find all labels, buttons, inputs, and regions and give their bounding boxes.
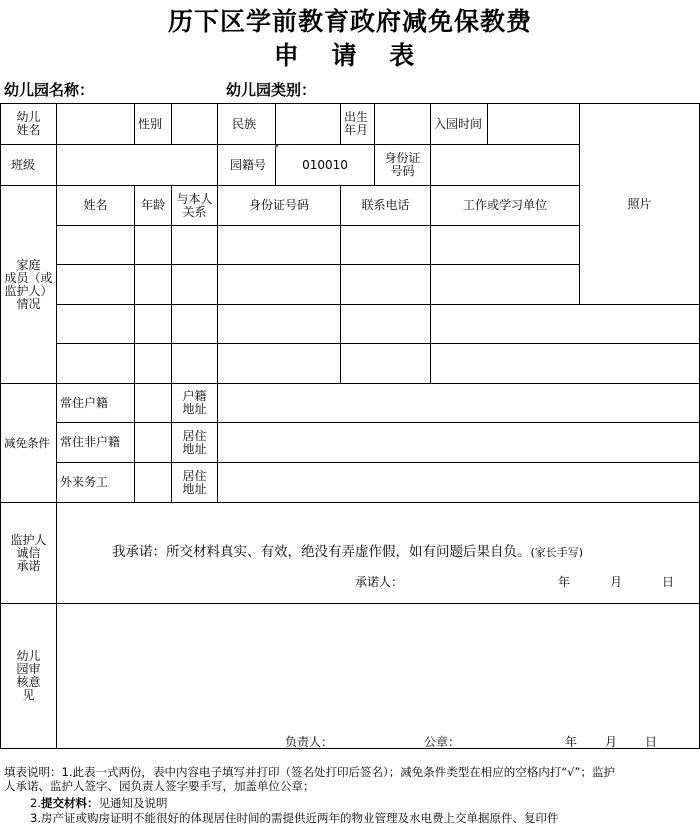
form-title: 历下区学前教育政府减免保教费 <box>167 7 532 36</box>
promise-statement: 我承诺：所交材料真实、有效，绝没有弄虚作假，如有问题后果自负。 <box>112 544 531 560</box>
responsible-label: 负责人： <box>285 735 334 749</box>
family-section-label: 家庭 成员（或 监护人） 情况 <box>4 257 53 311</box>
guardian-month-label: 月 <box>610 575 623 589</box>
family-header-phone: 联系电话 <box>361 198 410 212</box>
family-header-relation: 与本人 关系 <box>176 191 213 219</box>
note-line-1: 填表说明：1.此表一式两份，表中内容电子填写并打印（签名处打印后签名）；减免条件类型在相应的空格内打“√”；监护 <box>4 765 615 779</box>
class-field[interactable] <box>57 145 217 185</box>
family-header-age: 年龄 <box>140 198 165 212</box>
guardian-day-label: 日 <box>662 575 675 589</box>
school-no-value[interactable]: 010010 <box>302 157 348 172</box>
kindergarten-name-label: 幼儿园名称： <box>4 81 95 99</box>
class-label: 班级 <box>11 157 36 172</box>
guardian-promise-text <box>112 540 583 560</box>
id-label: 身份证 号码 <box>384 151 421 178</box>
child-name-field[interactable] <box>57 104 134 144</box>
id-field[interactable] <box>431 145 579 185</box>
family-header-name: 姓名 <box>83 198 108 212</box>
reduction-addr-field-resident[interactable] <box>218 384 699 422</box>
family-header-work: 工作或学习单位 <box>462 198 547 212</box>
guardian-section-label: 监护人 诚信 承诺 <box>10 532 47 573</box>
reduction-addr-label-resident: 户籍 地址 <box>182 389 207 416</box>
review-month-label: 月 <box>605 735 618 749</box>
note-3-bold: 提交材料： <box>40 796 99 810</box>
reduction-addr-label-nonresident: 居住 地址 <box>182 428 207 456</box>
note-3-rest: 见通知及说明 <box>98 796 168 810</box>
note-line-3 <box>30 796 630 810</box>
birth-label: 出生 年月 <box>344 110 369 137</box>
enroll-field[interactable] <box>488 104 579 144</box>
review-field[interactable] <box>57 604 699 748</box>
reduction-type-nonresident: 常住非户籍 <box>60 435 121 449</box>
reduction-check-nonresident[interactable] <box>135 423 171 462</box>
family-row-4[interactable] <box>57 344 699 383</box>
reduction-type-resident: 常住户籍 <box>60 395 109 410</box>
seal-label: 公章： <box>424 735 461 749</box>
guardian-year-label: 年 <box>558 575 571 589</box>
handwrite-note: (家长手写) <box>530 546 584 559</box>
reduction-check-resident[interactable] <box>135 384 171 422</box>
ethnicity-field[interactable] <box>276 104 340 144</box>
family-row-1[interactable] <box>57 226 699 264</box>
school-no-label: 园籍号 <box>230 157 267 172</box>
review-day-label: 日 <box>645 735 658 749</box>
form-subtitle: 申 请 表 <box>273 41 427 70</box>
family-header-id: 身份证号码 <box>248 198 309 212</box>
kindergarten-type-label: 幼儿园类别： <box>226 81 317 99</box>
family-row-3[interactable] <box>57 305 699 343</box>
enroll-label: 入园时间 <box>434 116 483 131</box>
reduction-type-migrant: 外来务工 <box>60 475 109 489</box>
gender-field[interactable] <box>172 104 217 144</box>
gender-label: 性别 <box>138 116 163 131</box>
signer-label: 承诺人： <box>355 575 404 589</box>
ethnicity-label: 民族 <box>232 116 257 131</box>
birth-field[interactable] <box>375 104 430 144</box>
child-name-label: 幼儿 姓名 <box>16 110 41 137</box>
photo-label: 照片 <box>627 196 652 211</box>
review-section-label: 幼儿 园审 核意 见 <box>16 649 41 702</box>
reduction-addr-label-migrant: 居住 地址 <box>182 468 207 496</box>
reduction-addr-field-migrant[interactable] <box>218 463 699 502</box>
note-line-2: 人承诺、监护人签字、园负责人签字要手写，加盖单位公章； <box>4 779 315 793</box>
note-3-prefix: 2. <box>30 796 41 810</box>
reduction-section-label: 减免条件 <box>4 435 50 450</box>
reduction-check-migrant[interactable] <box>135 463 171 502</box>
note-line-4: 3.房产证或购房证明不能很好的体现居住时间的需提供近两年的物业管理及水电费上交单据原件、复印件 <box>30 811 559 825</box>
review-year-label: 年 <box>565 735 578 749</box>
family-row-2[interactable] <box>57 265 699 304</box>
reduction-addr-field-nonresident[interactable] <box>218 423 699 462</box>
